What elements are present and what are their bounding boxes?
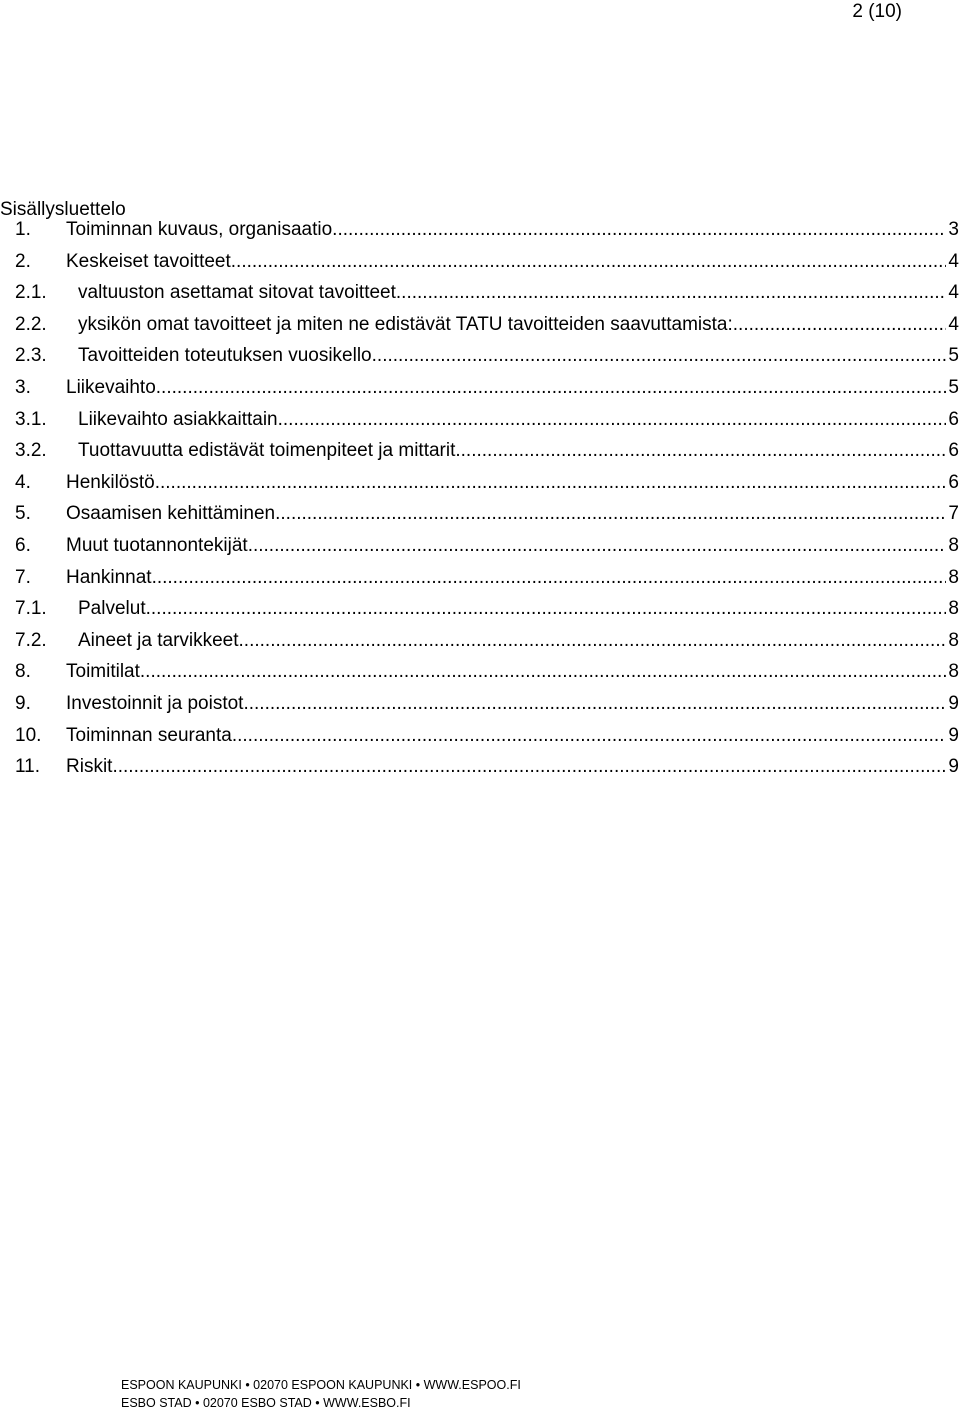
toc-entry-page: 6 (948, 440, 959, 462)
toc-entry[interactable] (15, 688, 959, 720)
toc-entry-page: 8 (948, 629, 959, 651)
toc-dot-leader (112, 751, 946, 783)
toc-entry[interactable] (15, 372, 959, 404)
toc-dot-leader (248, 530, 946, 562)
toc-entry-page: 9 (948, 692, 959, 714)
toc-entry-number: 1. (15, 219, 31, 240)
toc-entry-number: 3.2. (15, 440, 47, 462)
toc-entry-page: 5 (948, 376, 959, 398)
toc-dot-leader (372, 340, 946, 372)
toc-entry-page: 9 (948, 724, 959, 746)
toc-dot-leader (396, 277, 946, 309)
toc-entry-number: 8. (15, 661, 31, 683)
toc-entry-page: 4 (948, 313, 959, 335)
toc-entry-page: 8 (948, 661, 959, 683)
toc-entry-number: 5. (15, 503, 31, 525)
toc-entry-title: Liikevaihto (66, 376, 156, 398)
toc-entry[interactable] (15, 309, 959, 341)
toc-dot-leader (733, 309, 946, 341)
toc-entry[interactable] (15, 404, 959, 436)
page-footer (121, 1376, 521, 1412)
toc-entry[interactable] (15, 214, 959, 246)
table-of-contents (15, 214, 959, 783)
toc-entry-page: 4 (948, 282, 959, 304)
toc-entry-number: 7.2. (15, 629, 47, 651)
toc-dot-leader (236, 246, 946, 278)
toc-dot-leader (140, 656, 946, 688)
toc-entry-title: Muut tuotannontekijät (66, 534, 248, 556)
toc-entry-title: Henkilöstö (66, 471, 155, 493)
toc-entry[interactable] (15, 720, 959, 752)
toc-dot-leader (275, 498, 946, 530)
toc-entry-title: valtuuston asettamat sitovat tavoitteet (78, 282, 396, 304)
toc-entry-number: 2. (15, 250, 31, 272)
toc-entry-number: 2.3. (15, 345, 47, 367)
toc-entry-number: 11. (15, 756, 41, 778)
toc-entry-number: 9. (15, 692, 31, 714)
footer-line: ESBO STAD • 02070 ESBO STAD • WWW.ESBO.FI (121, 1396, 411, 1410)
toc-entry-title: Osaamisen kehittäminen (66, 503, 276, 525)
toc-entry-page: 6 (948, 471, 959, 493)
toc-dot-leader (152, 562, 946, 594)
toc-entry-number: 7. (15, 566, 31, 588)
toc-entry-number: 3.1. (15, 408, 47, 430)
toc-entry-page: 5 (948, 345, 959, 367)
toc-dot-leader (243, 688, 946, 720)
toc-entry-title: Tuottavuutta edistävät toimenpiteet ja mittarit (78, 440, 456, 462)
toc-entry-number: 3. (15, 376, 31, 398)
toc-entry-page: 8 (948, 534, 959, 556)
toc-entry[interactable] (15, 498, 959, 530)
toc-entry-title: Liikevaihto asiakkaittain (78, 408, 278, 430)
toc-entry-title: yksikön omat tavoitteet ja miten ne edistävät TATU tavoitteiden saavuttamista: (78, 313, 733, 335)
toc-dot-leader (278, 404, 946, 436)
toc-dot-leader (239, 625, 946, 657)
toc-entry-page: 7 (948, 503, 959, 525)
toc-entry[interactable] (15, 562, 959, 594)
toc-dot-leader (332, 214, 946, 246)
footer-line: ESPOON KAUPUNKI • 02070 ESPOON KAUPUNKI • WWW.ESPOO.FI (121, 1378, 521, 1392)
toc-dot-leader (146, 593, 946, 625)
toc-entry-title: Toiminnan kuvaus, organisaatio (66, 219, 333, 240)
toc-entry-page: 4 (948, 250, 959, 272)
toc-entry[interactable] (15, 340, 959, 372)
toc-entry-number: 7.1. (15, 598, 47, 620)
toc-entry[interactable] (15, 530, 959, 562)
toc-entry-number: 2.1. (15, 282, 47, 304)
toc-entry-title: Toimitilat (66, 661, 140, 683)
toc-entry-page: 3 (948, 219, 959, 240)
toc-entry-page: 8 (948, 598, 959, 620)
page-number: 2 (10) (852, 1, 902, 22)
toc-entry[interactable] (15, 593, 959, 625)
toc-heading: Sisällysluettelo (0, 199, 126, 220)
toc-entry-page: 9 (948, 756, 959, 778)
toc-entry[interactable] (15, 277, 959, 309)
toc-dot-leader (156, 372, 946, 404)
toc-entry[interactable] (15, 656, 959, 688)
toc-entry-number: 10. (15, 724, 42, 746)
toc-entry-title: Riskit (66, 756, 113, 778)
toc-entry[interactable] (15, 625, 959, 657)
toc-entry-title: Aineet ja tarvikkeet (78, 629, 239, 651)
toc-entry-number: 4. (15, 471, 31, 493)
toc-entry[interactable] (15, 467, 959, 499)
toc-entry-title: Tavoitteiden toteutuksen vuosikello (78, 345, 372, 367)
toc-entry[interactable] (15, 246, 959, 278)
toc-dot-leader (455, 435, 946, 467)
toc-entry-title: Hankinnat (66, 566, 152, 588)
toc-entry-page: 8 (948, 566, 959, 588)
toc-entry-title: Investoinnit ja poistot (66, 692, 244, 714)
toc-entry-number: 6. (15, 534, 31, 556)
toc-entry[interactable] (15, 435, 959, 467)
toc-entry[interactable] (15, 751, 959, 783)
toc-dot-leader (232, 720, 946, 752)
toc-entry-page: 6 (948, 408, 959, 430)
toc-entry-title: Palvelut (78, 598, 146, 620)
toc-entry-number: 2.2. (15, 313, 47, 335)
toc-entry-title: Toiminnan seuranta (66, 724, 232, 746)
toc-dot-leader (155, 467, 946, 499)
toc-entry-title: Keskeiset tavoitteet. (66, 250, 237, 272)
